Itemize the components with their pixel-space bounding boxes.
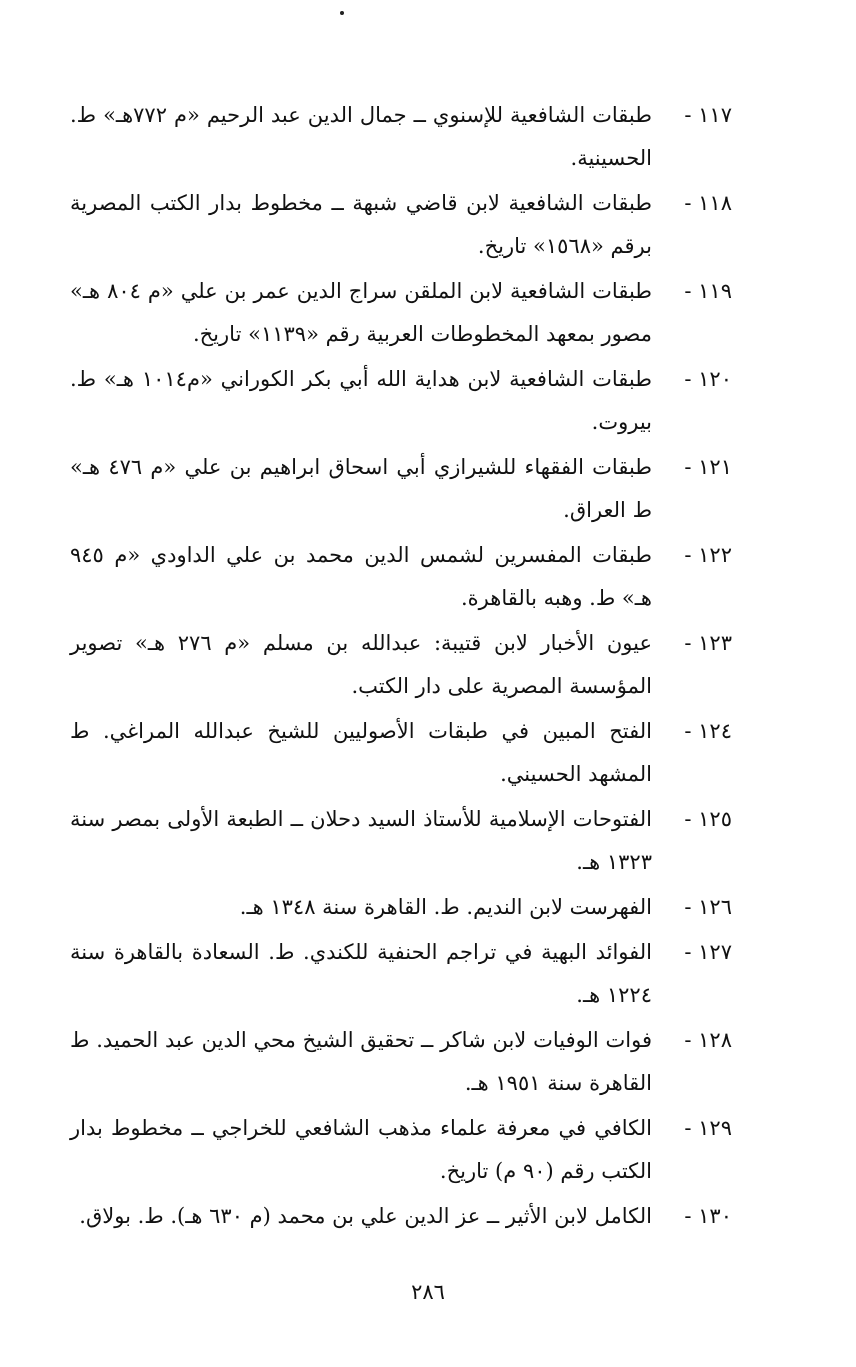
entry-text: طبقات الشافعية لابن هداية الله أبي بكر الكوراني «م١٠١٤ هـ» ط. بيروت.	[70, 367, 652, 434]
entry-text: عيون الأخبار لابن قتيبة: عبدالله بن مسلم «م ٢٧٦ هـ» تصوير المؤسسة المصرية على دار الكتب.	[70, 631, 652, 698]
entry-number: ١٢٣ -	[684, 631, 732, 655]
entry-text: طبقات الشافعية لابن قاضي شبهة ــ مخطوط بدار الكتب المصرية برقم «١٥٦٨» تاريخ.	[70, 191, 652, 258]
entry-number: ١١٨ -	[684, 191, 732, 215]
entry-text: الفتوحات الإسلامية للأستاذ السيد دحلان ــ الطبعة الأولى بمصر سنة ١٣٢٣ هـ.	[70, 807, 652, 874]
list-item	[70, 622, 732, 708]
list-item	[70, 534, 732, 620]
entry-text: الفهرست لابن النديم. ط. القاهرة سنة ١٣٤٨ هـ.	[239, 895, 652, 919]
entry-number: ١١٩ -	[684, 279, 732, 303]
list-item	[70, 1019, 732, 1105]
entry-number: ١٣٠ -	[684, 1204, 732, 1228]
entry-number: ١٢٧ -	[684, 940, 732, 964]
list-item	[70, 358, 732, 444]
entry-number: ١٢٢ -	[684, 543, 732, 567]
entry-number: ١٢٨ -	[684, 1028, 732, 1052]
entry-text: طبقات المفسرين لشمس الدين محمد بن علي الداودي «م ٩٤٥ هـ» ط. وهبه بالقاهرة.	[70, 543, 652, 610]
entry-number: ١٢٤ -	[684, 719, 732, 743]
entry-number: ١٢١ -	[684, 455, 732, 479]
entry-text: طبقات الفقهاء للشيرازي أبي اسحاق ابراهيم بن علي «م ٤٧٦ هـ» ط العراق.	[70, 455, 652, 522]
list-item	[70, 182, 732, 268]
entry-text: الكامل لابن الأثير ــ عز الدين علي بن محمد (م ٦٣٠ هـ). ط. بولاق.	[79, 1204, 652, 1228]
entry-number: ١١٧ -	[684, 103, 732, 127]
list-item	[70, 886, 732, 929]
list-item	[70, 446, 732, 532]
entry-number: ١٢٩ -	[684, 1116, 732, 1140]
entry-text: الكافي في معرفة علماء مذهب الشافعي للخراجي ــ مخطوط بدار الكتب رقم (٩٠ م) تاريخ.	[70, 1116, 652, 1183]
entry-number: ١٢٠ -	[684, 367, 732, 391]
entry-text: طبقات الشافعية للإسنوي ــ جمال الدين عبد الرحيم «م ٧٧٢هـ» ط. الحسينية.	[70, 103, 652, 170]
list-item	[70, 798, 732, 884]
entry-text: فوات الوفيات لابن شاكر ــ تحقيق الشيخ محي الدين عبد الحميد. ط القاهرة سنة ١٩٥١ هـ.	[70, 1028, 652, 1095]
entry-number: ١٢٦ -	[684, 895, 732, 919]
bibliography-list	[70, 94, 732, 1240]
list-item	[70, 931, 732, 1017]
entry-number: ١٢٥ -	[684, 807, 732, 831]
list-item	[70, 1195, 732, 1238]
list-item	[70, 710, 732, 796]
page-number: ٢٨٦	[411, 1280, 445, 1304]
list-item	[70, 270, 732, 356]
entry-text: الفوائد البهية في تراجم الحنفية للكندي. ط. السعادة بالقاهرة سنة ١٢٢٤ هـ.	[70, 940, 652, 1007]
entry-text: الفتح المبين في طبقات الأصوليين للشيخ عبدالله المراغي. ط المشهد الحسيني.	[70, 719, 652, 786]
top-dot-mark	[340, 11, 344, 15]
list-item	[70, 94, 732, 180]
list-item	[70, 1107, 732, 1193]
entry-text: طبقات الشافعية لابن الملقن سراج الدين عمر بن علي «م ٨٠٤ هـ» مصور بمعهد المخطوطات العربية رقم «١١٣٩» تاريخ.	[70, 279, 652, 346]
